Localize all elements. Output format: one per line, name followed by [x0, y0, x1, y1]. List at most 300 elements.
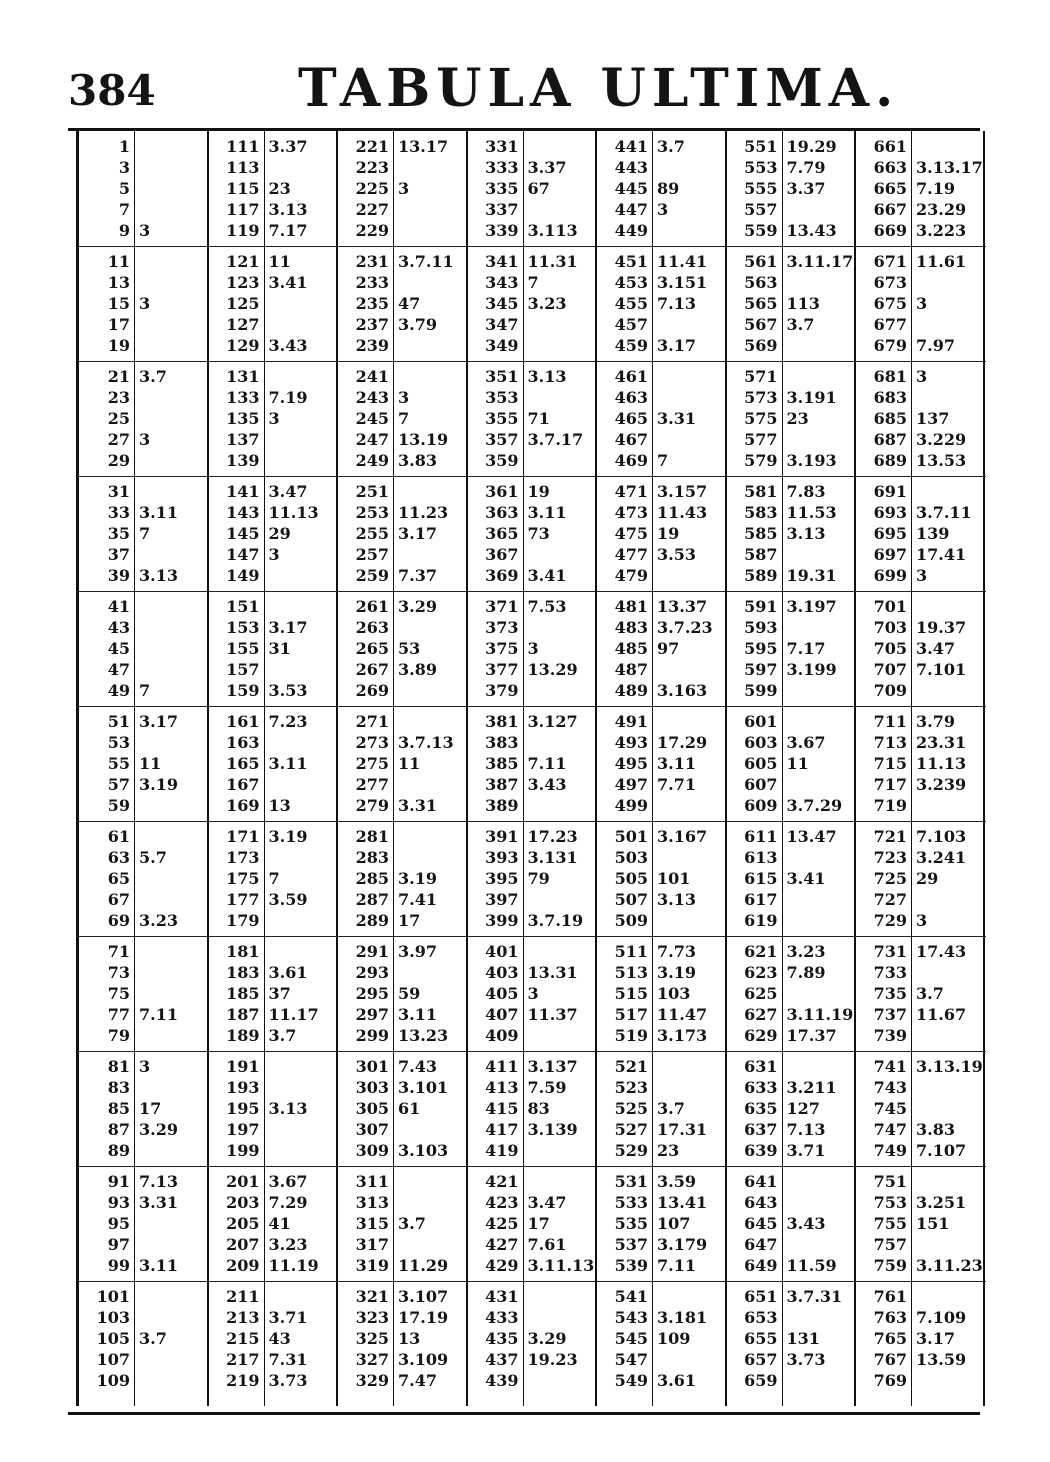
odd-number: 325 — [355, 1328, 389, 1348]
odd-number: 495 — [614, 753, 648, 773]
factor-entry: 41 — [268, 1213, 291, 1233]
factor-entry — [135, 618, 207, 639]
odd-number: 469 — [614, 450, 648, 470]
odd-number: 511 — [614, 942, 648, 961]
factor-entry: 3.17 — [657, 335, 696, 355]
group-divider — [912, 1166, 986, 1167]
factor-entry: 7.17 — [786, 638, 826, 658]
factor-entry: 3.29 — [527, 1328, 567, 1348]
odd-number: 295 — [355, 983, 389, 1003]
odd-number: 17 — [107, 314, 130, 334]
group-divider — [856, 936, 911, 937]
group-divider — [265, 1166, 337, 1167]
factor-entry — [524, 1308, 596, 1329]
factor-entry: 3.13 — [657, 889, 696, 909]
odd-number: 447 — [614, 199, 648, 219]
odd-number: 651 — [744, 1287, 778, 1306]
factor-entry: 7.11 — [139, 1004, 178, 1024]
odd-number: 503 — [614, 847, 648, 867]
odd-number: 689 — [873, 450, 907, 470]
odd-number: 553 — [744, 157, 778, 177]
factor-entry: 11.47 — [657, 1004, 708, 1024]
factor-entry: 3.13.19 — [916, 1057, 983, 1076]
odd-number: 729 — [873, 910, 907, 930]
factor-entry: 3.131 — [527, 847, 578, 867]
factor-entry — [265, 1120, 337, 1141]
odd-number: 271 — [355, 712, 389, 731]
odd-number: 539 — [614, 1255, 648, 1275]
factor-entry: 7 — [398, 408, 410, 428]
odd-number: 591 — [744, 597, 778, 616]
odd-number: 363 — [485, 502, 519, 522]
odd-number: 743 — [873, 1077, 907, 1097]
factor-entry — [135, 252, 207, 273]
factor-entry — [912, 1026, 986, 1047]
odd-number: 537 — [614, 1234, 648, 1254]
factor-entry: 3.43 — [527, 774, 567, 794]
factor-entry: 3.89 — [398, 659, 437, 679]
odd-number: 245 — [355, 408, 389, 428]
odd-number: 29 — [107, 450, 130, 470]
factor-entry: 19 — [657, 523, 680, 543]
odd-number: 613 — [744, 847, 778, 867]
group-divider — [79, 476, 134, 477]
odd-number: 333 — [485, 157, 519, 177]
odd-number: 191 — [226, 1057, 260, 1076]
odd-number: 193 — [226, 1077, 260, 1097]
group-divider — [209, 1166, 264, 1167]
factor-entry: 139 — [916, 523, 950, 543]
factor-entry: 3 — [268, 408, 280, 428]
factor-entry — [135, 200, 207, 221]
group-divider — [265, 476, 337, 477]
group-divider — [468, 361, 523, 362]
odd-number: 381 — [485, 712, 519, 731]
odd-number: 599 — [744, 680, 778, 700]
factor-entry — [653, 660, 725, 681]
factor-entry — [783, 618, 855, 639]
factor-entry — [394, 1172, 466, 1193]
factor-entry — [394, 827, 466, 848]
factor-entry: 7.109 — [916, 1307, 967, 1327]
odd-number: 505 — [614, 868, 648, 888]
odd-number: 39 — [107, 565, 130, 585]
odd-number: 21 — [107, 367, 130, 386]
factor-entry: 3.163 — [657, 680, 708, 700]
factor-entry: 3.83 — [398, 450, 437, 470]
factor-entry: 7.71 — [657, 774, 696, 794]
odd-number: 649 — [744, 1255, 778, 1275]
factor-entry: 3.37 — [786, 178, 826, 198]
odd-number: 351 — [485, 367, 519, 386]
factor-entry: 23 — [268, 178, 291, 198]
factor-entry: 7.23 — [268, 712, 308, 731]
odd-number: 697 — [873, 544, 907, 564]
odd-number: 53 — [107, 732, 130, 752]
factor-entry — [524, 1026, 596, 1047]
odd-number: 107 — [96, 1349, 130, 1369]
odd-number: 197 — [226, 1119, 260, 1139]
odd-number: 577 — [744, 429, 778, 449]
factor-entry — [524, 137, 596, 158]
odd-number: 243 — [355, 387, 389, 407]
group-divider — [135, 591, 207, 592]
group-divider — [338, 706, 393, 707]
odd-number: 443 — [614, 157, 648, 177]
factor-entry: 17.41 — [916, 544, 967, 564]
factor-entry: 3.23 — [786, 942, 826, 961]
odd-number: 121 — [226, 252, 260, 271]
odd-number: 395 — [485, 868, 519, 888]
factor-entry: 3 — [657, 199, 669, 219]
factor-entry — [135, 1287, 207, 1308]
factor-entry — [524, 942, 596, 963]
factor-entry: 3.13 — [786, 523, 826, 543]
factor-entry: 3 — [139, 293, 151, 313]
factor-entry: 7.101 — [916, 659, 967, 679]
factor-entry — [135, 660, 207, 681]
factor-entry: 3.107 — [398, 1287, 449, 1306]
odd-number: 31 — [107, 482, 130, 501]
factor-entry: 7.103 — [916, 827, 967, 846]
factor-entry — [265, 1287, 337, 1308]
odd-number: 239 — [355, 335, 389, 355]
factor-entry — [135, 315, 207, 336]
odd-number: 423 — [485, 1192, 519, 1212]
factor-column-2 — [265, 131, 339, 1406]
odd-number: 291 — [355, 942, 389, 961]
factor-entry: 3.11 — [527, 502, 567, 522]
group-divider — [653, 591, 725, 592]
factor-entry: 3.113 — [527, 220, 578, 240]
group-divider — [912, 706, 986, 707]
odd-number: 161 — [226, 712, 260, 731]
factor-entry — [135, 273, 207, 294]
odd-number: 425 — [485, 1213, 519, 1233]
odd-number: 769 — [873, 1370, 907, 1390]
odd-number: 559 — [744, 220, 778, 240]
group-divider — [653, 361, 725, 362]
group-divider — [856, 476, 911, 477]
factor-entry: 3.29 — [139, 1119, 178, 1139]
odd-number: 343 — [485, 272, 519, 292]
factor-entry: 3.61 — [268, 962, 308, 982]
factor-entry — [394, 1193, 466, 1214]
odd-number: 263 — [355, 617, 389, 637]
odd-number: 525 — [614, 1098, 648, 1118]
factor-entry: 11.43 — [657, 502, 708, 522]
odd-number: 59 — [107, 795, 130, 815]
factor-entry: 131 — [786, 1328, 820, 1348]
odd-number: 695 — [873, 523, 907, 543]
odd-number: 275 — [355, 753, 389, 773]
odd-number: 339 — [485, 220, 519, 240]
group-divider — [597, 361, 652, 362]
factor-entry — [265, 660, 337, 681]
factor-entry — [524, 1172, 596, 1193]
odd-number: 177 — [226, 889, 260, 909]
group-divider — [338, 591, 393, 592]
group-divider — [135, 1166, 207, 1167]
factor-entry — [394, 963, 466, 984]
odd-number: 19 — [107, 335, 130, 355]
odd-number: 111 — [226, 137, 260, 156]
odd-number: 415 — [485, 1098, 519, 1118]
group-divider — [524, 1281, 596, 1282]
factor-entry: 19.31 — [786, 565, 837, 585]
factor-entry — [135, 1214, 207, 1235]
odd-number: 621 — [744, 942, 778, 961]
factor-entry — [912, 1099, 986, 1120]
group-divider — [338, 1166, 393, 1167]
factor-entry: 11.13 — [916, 753, 967, 773]
factor-entry — [394, 273, 466, 294]
odd-number: 153 — [226, 617, 260, 637]
group-divider — [209, 361, 264, 362]
odd-number: 297 — [355, 1004, 389, 1024]
factor-entry — [783, 1308, 855, 1329]
odd-number: 373 — [485, 617, 519, 637]
factor-entry: 17.19 — [398, 1307, 449, 1327]
odd-number: 145 — [226, 523, 260, 543]
factor-entry: 109 — [657, 1328, 691, 1348]
factor-entry — [394, 545, 466, 566]
odd-number: 353 — [485, 387, 519, 407]
factor-entry: 3 — [139, 220, 151, 240]
factor-entry: 3.37 — [268, 137, 308, 156]
factor-entry: 47 — [398, 293, 421, 313]
group-divider — [653, 936, 725, 937]
odd-number: 225 — [355, 178, 389, 198]
group-divider — [727, 706, 782, 707]
group-divider — [135, 706, 207, 707]
factor-entry: 3.199 — [786, 659, 837, 679]
odd-number: 507 — [614, 889, 648, 909]
odd-number: 73 — [107, 962, 130, 982]
odd-number: 705 — [873, 638, 907, 658]
odd-number: 515 — [614, 983, 648, 1003]
group-divider — [524, 591, 596, 592]
factor-entry — [135, 545, 207, 566]
odd-number: 203 — [226, 1192, 260, 1212]
factor-entry: 7.31 — [268, 1349, 308, 1369]
odd-number: 545 — [614, 1328, 648, 1348]
factor-entry: 17.23 — [527, 827, 578, 846]
group-divider — [79, 591, 134, 592]
odd-number: 215 — [226, 1328, 260, 1348]
odd-number: 61 — [107, 827, 130, 846]
odd-number: 293 — [355, 962, 389, 982]
factor-entry: 127 — [786, 1098, 820, 1118]
odd-number: 201 — [226, 1172, 260, 1191]
factor-entry — [912, 1235, 986, 1256]
odd-number: 103 — [96, 1307, 130, 1327]
factor-column-3 — [394, 131, 468, 1406]
factor-entry: 17 — [527, 1213, 550, 1233]
factor-entry — [135, 1371, 207, 1392]
factor-entry: 3.223 — [916, 220, 967, 240]
group-divider — [468, 591, 523, 592]
group-divider — [653, 821, 725, 822]
factor-entry — [912, 388, 986, 409]
odd-number: 741 — [873, 1057, 907, 1076]
factor-column-5 — [653, 131, 727, 1406]
odd-number: 237 — [355, 314, 389, 334]
odd-number: 647 — [744, 1234, 778, 1254]
factor-entry — [135, 827, 207, 848]
odd-number: 323 — [355, 1307, 389, 1327]
factor-entry: 11 — [398, 753, 421, 773]
factor-entry — [135, 1141, 207, 1162]
group-divider — [653, 1281, 725, 1282]
group-divider — [727, 246, 782, 247]
group-divider — [394, 591, 466, 592]
odd-number: 481 — [614, 597, 648, 616]
odd-number: 307 — [355, 1119, 389, 1139]
bottom-rule — [68, 1412, 980, 1415]
odd-number: 519 — [614, 1025, 648, 1045]
group-divider — [856, 1281, 911, 1282]
odd-number: 673 — [873, 272, 907, 292]
odd-number: 471 — [614, 482, 648, 501]
odd-number: 675 — [873, 293, 907, 313]
odd-number: 727 — [873, 889, 907, 909]
odd-number: 101 — [96, 1287, 130, 1306]
factor-entry — [265, 158, 337, 179]
factor-entry — [524, 1287, 596, 1308]
group-divider — [783, 936, 855, 937]
number-column-2 — [209, 131, 265, 1406]
odd-number: 347 — [485, 314, 519, 334]
factor-entry: 3.11.13 — [527, 1255, 595, 1275]
odd-number: 349 — [485, 335, 519, 355]
odd-number: 685 — [873, 408, 907, 428]
factor-entry: 17.37 — [786, 1025, 837, 1045]
odd-number: 625 — [744, 983, 778, 1003]
odd-number: 185 — [226, 983, 260, 1003]
factor-entry — [524, 681, 596, 702]
odd-number: 513 — [614, 962, 648, 982]
odd-number: 489 — [614, 680, 648, 700]
odd-number: 461 — [614, 367, 648, 386]
odd-number: 79 — [107, 1025, 130, 1045]
odd-number: 147 — [226, 544, 260, 564]
factor-entry: 3.31 — [657, 408, 696, 428]
factor-entry: 3.53 — [268, 680, 308, 700]
odd-number: 345 — [485, 293, 519, 313]
factor-entry — [394, 775, 466, 796]
factor-entry — [653, 1078, 725, 1099]
odd-number: 587 — [744, 544, 778, 564]
factor-entry: 7 — [527, 272, 539, 292]
factor-entry: 11.61 — [916, 252, 967, 271]
odd-number: 221 — [355, 137, 389, 156]
factor-entry: 3.67 — [786, 732, 826, 752]
factor-entry: 3.29 — [398, 597, 437, 616]
factor-entry — [135, 890, 207, 911]
factor-entry — [265, 911, 337, 932]
group-divider — [468, 476, 523, 477]
odd-number: 753 — [873, 1192, 907, 1212]
odd-number: 277 — [355, 774, 389, 794]
odd-number: 89 — [107, 1140, 130, 1160]
odd-number: 311 — [355, 1172, 389, 1191]
factor-entry — [135, 336, 207, 357]
odd-number: 761 — [873, 1287, 907, 1306]
group-divider — [783, 821, 855, 822]
odd-number: 655 — [744, 1328, 778, 1348]
factor-entry: 11.67 — [916, 1004, 967, 1024]
factor-entry — [912, 681, 986, 702]
factor-entry: 7.61 — [527, 1234, 567, 1254]
factor-entry — [135, 639, 207, 660]
number-column-1 — [79, 131, 135, 1406]
group-divider — [135, 1051, 207, 1052]
factor-entry: 3.7.23 — [657, 617, 713, 637]
factor-entry — [135, 451, 207, 472]
odd-number: 677 — [873, 314, 907, 334]
group-divider — [468, 246, 523, 247]
factor-entry: 3.71 — [786, 1140, 826, 1160]
factor-entry — [912, 1078, 986, 1099]
factor-entry: 3.19 — [139, 774, 178, 794]
factor-entry — [135, 137, 207, 158]
factor-entry: 13 — [398, 1328, 421, 1348]
odd-number: 567 — [744, 314, 778, 334]
odd-number: 569 — [744, 335, 778, 355]
factor-entry: 3.13 — [268, 1098, 308, 1118]
odd-number: 133 — [226, 387, 260, 407]
odd-number: 455 — [614, 293, 648, 313]
odd-number: 223 — [355, 157, 389, 177]
odd-number: 749 — [873, 1140, 907, 1160]
factor-entry: 3.103 — [398, 1140, 449, 1160]
factor-entry: 7.107 — [916, 1140, 967, 1160]
factor-entry: 13.19 — [398, 429, 449, 449]
factor-entry — [912, 273, 986, 294]
odd-number: 13 — [107, 272, 130, 292]
group-divider — [653, 476, 725, 477]
group-divider — [912, 476, 986, 477]
factor-entry: 3 — [916, 293, 928, 313]
factor-entry — [783, 1371, 855, 1392]
factor-entry: 3.43 — [268, 335, 308, 355]
group-divider — [209, 246, 264, 247]
factor-entry: 3.229 — [916, 429, 967, 449]
factor-entry: 7.41 — [398, 889, 437, 909]
odd-number: 635 — [744, 1098, 778, 1118]
factor-entry: 3.11.17 — [786, 252, 854, 271]
factor-entry — [653, 1350, 725, 1371]
group-divider — [524, 821, 596, 822]
odd-number: 403 — [485, 962, 519, 982]
group-divider — [338, 821, 393, 822]
group-divider — [265, 246, 337, 247]
factor-entry — [135, 1026, 207, 1047]
factor-entry: 3.47 — [527, 1192, 567, 1212]
factor-entry: 67 — [527, 178, 550, 198]
factor-entry: 17 — [398, 910, 421, 930]
group-divider — [524, 1051, 596, 1052]
odd-number: 309 — [355, 1140, 389, 1160]
odd-number: 3 — [118, 157, 130, 177]
odd-number: 693 — [873, 502, 907, 522]
odd-number: 35 — [107, 523, 130, 543]
odd-number: 139 — [226, 450, 260, 470]
factor-entry — [135, 1078, 207, 1099]
odd-number: 33 — [107, 502, 130, 522]
factor-entry: 71 — [527, 408, 550, 428]
